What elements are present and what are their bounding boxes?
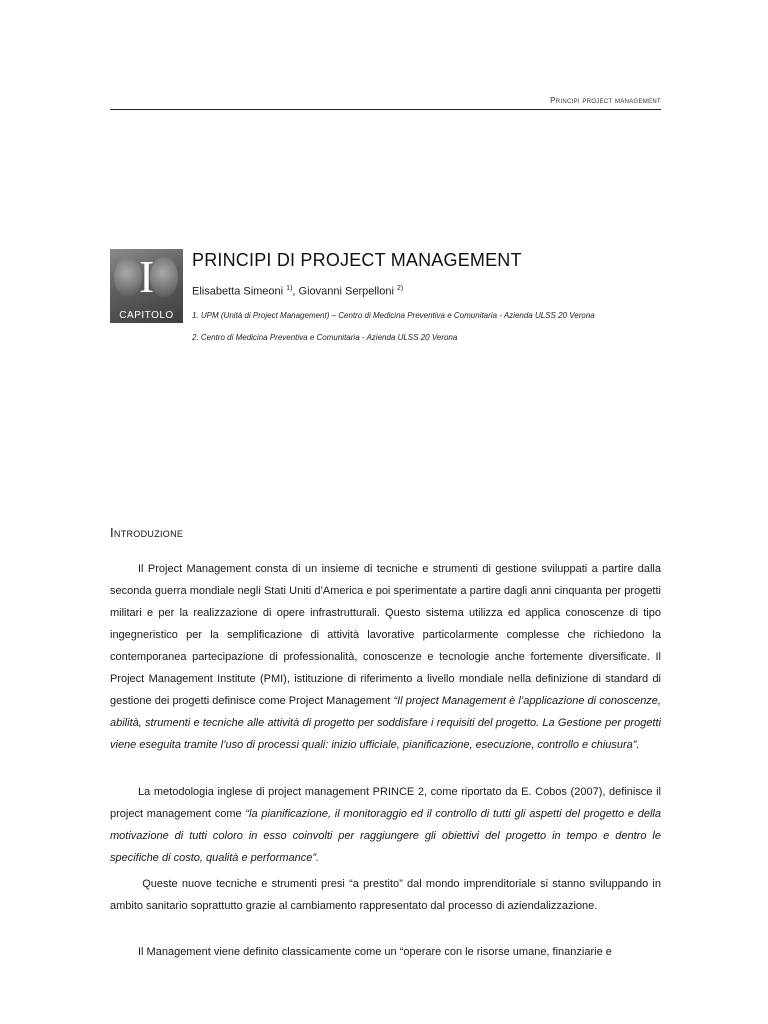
- paragraph-3: [110, 873, 661, 917]
- authors-line: [192, 285, 403, 298]
- chapter-title: PRINCIPI DI PROJECT MANAGEMENT: [192, 250, 522, 270]
- paragraph-4: [110, 941, 661, 963]
- section-heading: Introduzione: [110, 525, 184, 540]
- chapter-numeral: I: [138, 251, 155, 302]
- chapter-badge-image: [110, 249, 183, 323]
- author-2: , Giovanni Serpelloni: [292, 285, 394, 298]
- paragraph-1-quote: “Il project Management è l’applicazione di conoscenze, abilità, strumenti e tecniche alle attività di progetto per soddisfare i requisiti del progetto. La Gestione per progetti viene eseguita tramite l’uso di processi quali: inizio ufficiale, pianificazione, esecuzione, controllo e chiusura”.: [110, 695, 661, 751]
- paragraph-2: [110, 781, 661, 869]
- author-1: Elisabetta Simeoni: [192, 285, 284, 298]
- header-rule: [110, 109, 661, 110]
- running-head: Principi project management: [550, 96, 661, 105]
- author-2-affil-mark: 2): [396, 285, 404, 292]
- paragraph-4-text: Il Management viene definito classicamente come un “operare con le risorse umane, finanziarie e: [138, 946, 612, 958]
- paragraph-3-text: Queste nuove tecniche e strumenti presi “a prestito” dal mondo imprenditoriale si stanno sviluppando in ambito sanitario soprattutto grazie al cambiamento rappresentato dal processo di aziendalizzazione.: [110, 878, 661, 912]
- paragraph-1: [110, 558, 661, 756]
- paragraph-2-text: La metodologia inglese di project management PRINCE 2, come riportato da E. Cobos (2007), definisce il project management come: [110, 786, 661, 820]
- paragraph-2-quote: “la pianificazione, il monitoraggio ed il controllo di tutti gli aspetti del progetto e della motivazione di tutti coloro in esso coinvolti per raggiungere gli obiettivi del progetto in tempo e dentro le specifiche di costo, qualità e performance”.: [110, 808, 661, 864]
- author-1-affil-mark: 1): [286, 285, 293, 292]
- paragraph-1-text: Il Project Management consta di un insieme di tecniche e strumenti di gestione sviluppati a partire dalla seconda guerra mondiale negli Stati Uniti d’America e poi sperimentate a partire dagli anni cinquanta per progetti militari e per la realizzazione di opere infrastrutturali. Questo sistema utilizza ed applica conoscenze di tipo ingegneristico per la semplificazione di attività lavorative particolarmente complesse che richiedono la contemporanea partecipazione di professionalità, conoscenze e tecnologie anche fortemente diversificate. Il Project Management Institute (PMI), istituzione di riferimento a livello mondiale nella definizione di standard di gestione dei progetti definisce come Project Management: [110, 563, 661, 707]
- chapter-label: CAPITOLO: [119, 310, 174, 321]
- affiliation-1: 1. UPM (Unità di Project Management) – Centro di Medicina Preventiva e Comunitaria - Azienda ULSS 20 Verona: [192, 311, 595, 320]
- affiliation-2: 2. Centro di Medicina Preventiva e Comunitaria - Azienda ULSS 20 Verona: [192, 333, 458, 342]
